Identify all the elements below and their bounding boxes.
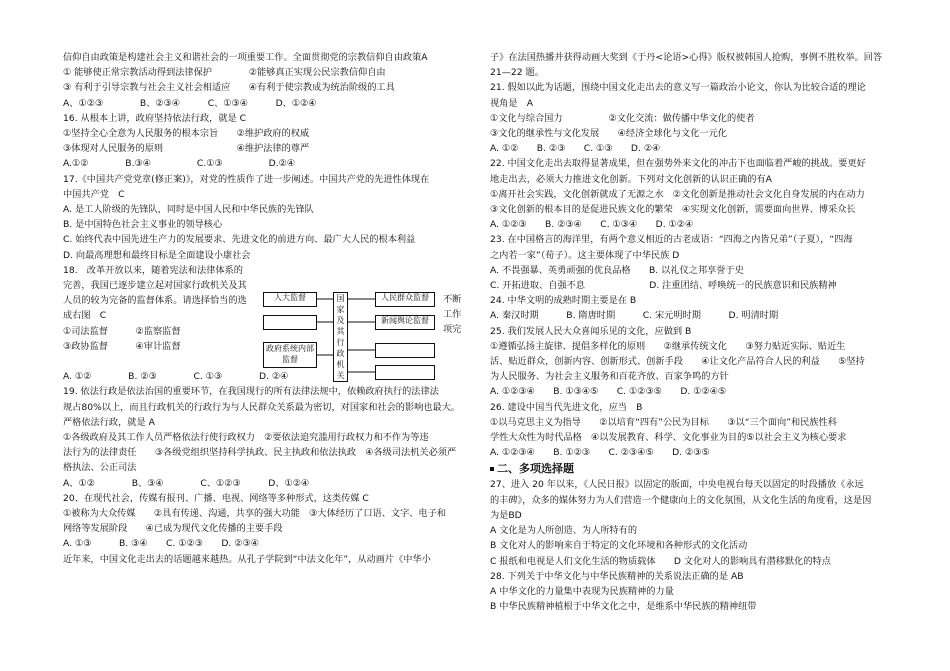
text-line: ①遵循弘扬主旋律、提倡多样化的原则 ②继承传统文化 ③努力贴近实际、贴近生 xyxy=(490,340,846,352)
text-line: ③文化的继承性与文化发展 ④经济全球化与文化一元化 xyxy=(490,128,727,140)
text-line: 近年来，中国文化走出去的话题越来越热。从孔子学院到“中法文化年”，从动画片《中华小 xyxy=(63,553,431,565)
text-line: C 报纸和电视是人们文化生活的物质载体 D 文化对人的影响具有潜移默化的特点 xyxy=(490,555,831,567)
section-heading xyxy=(490,460,890,477)
text-line: 完善，我国已逐步建立起对国家行政机关及其 xyxy=(63,280,247,292)
text-line: 成右图 C xyxy=(63,310,107,322)
text-line: 16. 从根本上讲，政府坚持依法行政，就是 C xyxy=(63,112,247,124)
text-line: 20、在现代社会，传媒有报刊、广播、电视、网络等多种形式，这类传媒 C xyxy=(63,492,369,504)
text-line: 活、贴近群众，创新内容、创新形式、创新手段 ④让文化产品符合人民的利益 ⑤坚持 xyxy=(490,356,865,368)
text-line: A、①②③ B、②③④ C、①③④ D、①②④ xyxy=(63,97,317,109)
text-line: ③政协监督 ④审计监督 xyxy=(63,340,181,352)
text-line: 之内若一家”（荀子）。这主要体现了中华民族 D xyxy=(490,249,680,261)
text-line: C. 开拓进取、自强不息 D. 注重团结、呼唤统一的民族意识和民族精神 xyxy=(490,280,837,292)
text-line: 19. 依法行政是依法治国的重要环节，在我国现行的所有法律法规中，依赖政府执行的法律法 xyxy=(63,386,439,398)
text-line: ③文化创新的根本目的是促进民族文化的繁荣 ④实现文化创新，需要面向世界、博采众长 xyxy=(490,204,856,216)
text-line: ①坚持全心全意为人民服务的根本宗旨 ②维护政府的权威 xyxy=(63,128,310,140)
bullet-mark xyxy=(490,467,494,471)
text-line: A. ①②③④ B. ①③④⑤ C. ①②③⑤ D. ①②④⑤ xyxy=(490,386,727,398)
text-line: 27、进入 20 年以来，《人民日报》以固定的版面，中央电视台每天以固定的时段播放《永远 xyxy=(490,479,864,491)
right-column xyxy=(490,50,890,614)
text-line: 格执法、公正司法 xyxy=(63,462,137,474)
text-line: A. ①②③④ B. ①②③ C. ②③④⑤ D. ②③⑤ xyxy=(490,447,710,459)
text-line: 21. 假如以此为话题，围绕中国文化走出去的意义写一篇政治小论文，你认为比较合适的理论 xyxy=(490,82,866,94)
text-line: 规占80%以上，而且行政机关的行政行为与人民群众关系最为密切，对国家和社会的影响也最大。 xyxy=(63,401,461,413)
diagram-box-mid-right: 新闻舆论监督 xyxy=(375,315,435,330)
text-line: ①离开社会实践，文化创新就成了无源之水 ②文化创新是推动社会文化自身发展的内在动力 xyxy=(490,188,865,200)
text-line: 学性大众性为时代品格 ④以发展教育、科学、文化事业为目的⑤以社会主义为核心要求 xyxy=(490,432,847,444)
supervision-diagram xyxy=(263,292,473,402)
text-line: ③ 有利于引导宗教与社会主义社会相适应 ④有利于使宗教成为统治阶级的工具 xyxy=(63,82,395,94)
side-word: 工作 xyxy=(443,309,462,321)
text-line: 信仰自由政策是构建社会主义和谐社会的一项重要工作。全面贯彻党的宗教信仰自由政策A xyxy=(63,52,428,63)
text-line: A. 是工人阶级的先锋队，同时是中国人民和中华民族的先锋队 xyxy=(63,204,314,216)
text-line: A. ①②③ B. ②③④ C. ①③④ D. ①②④ xyxy=(490,219,694,231)
diagram-blank-box-1 xyxy=(263,315,317,330)
text-line: A. ①② B. ②③ C. ①③ D. ②④ xyxy=(490,143,661,155)
text-line: B 中华民族精神植根于中华文化之中，是维系中华民族的精神纽带 xyxy=(490,601,757,613)
text-line: B 文化对人的影响来自于特定的文化环境和各种形式的文化活动 xyxy=(490,540,748,552)
text-line: ①文化与综合国力 ②文化交流：做传播中华文化的使者 xyxy=(490,112,755,124)
text-line: ①被称为大众传媒 ②具有传递、沟通，共享的强大功能 ③大体经历了口语、文字、电子和 xyxy=(63,508,447,520)
text-line: 21—22 题。 xyxy=(490,67,544,79)
text-line: A 文化是为人所创造、为人所特有的 xyxy=(490,525,638,537)
text-line: A、①② B、③④ C、①②③ D、①②④ xyxy=(63,477,310,489)
diagram-blank-box-2 xyxy=(375,343,435,358)
text-line: ③体现对人民服务的原则 ④维护法律的尊严 xyxy=(63,143,310,155)
text-line: 法行为的法律责任 ③各级党组织坚持科学执政、民主执政和依法执政 ④各级司法机关必须严 xyxy=(63,447,457,459)
text-line: 23. 在中国格言的海洋里，有两个意义相近的古老成语：“四海之内皆兄弟”（子夏），“四海 xyxy=(490,234,853,246)
text-line: ①各级政府及其工作人员严格依法行使行政权力 ②要依法追究滥用行政权力和不作为等违 xyxy=(63,432,429,444)
text-line: 22. 中国文化走出去取得显著成果，但在强势外来文化的冲击下也面临着严峻的挑战。要更好 xyxy=(490,158,866,170)
text-line: 子》在法国热播并获得动画大奖到《于丹<论语>心得》版权被韩国人抢购，事例不胜枚举。回答 xyxy=(490,52,883,63)
diagram-box-top-left: 人大监督 xyxy=(263,292,317,307)
diagram-blank-box-3 xyxy=(375,365,435,380)
text-line: 18. 改革开放以来，随着宪法和法律体系的 xyxy=(63,264,243,276)
text-line: ① 能够使正常宗教活动得到法律保护 ②能够真正实现公民宗教信仰自由 xyxy=(63,67,386,79)
text-line: C. 始终代表中国先进生产力的发展要求、先进文化的前进方向、最广大人民的根本利益 xyxy=(63,234,416,246)
text-line: 为是BD xyxy=(490,509,522,521)
text-line: 24. 中华文明的成熟时期主要是在 B xyxy=(490,295,637,307)
text-line: A. ①② B. ②③ C. ①③ D. ②④ xyxy=(63,371,289,383)
side-word: 项完 xyxy=(443,324,462,336)
text-line: 严格依法行政，就是 A xyxy=(63,416,155,428)
section-title: 二、多项选择题 xyxy=(497,462,574,476)
side-word: 不断 xyxy=(443,294,462,305)
text-line: ①司法监督 ②监察监督 xyxy=(63,325,181,337)
text-line: 28. 下列关于中华文化与中华民族精神的关系说法正确的是 AB xyxy=(490,570,744,582)
text-line: 地走出去，必须大力推进文化创新。下列对文化创新的认识正确的有A xyxy=(490,173,772,185)
text-line: 为人民服务、为社会主义服务和百花齐放、百家争鸣的方针 xyxy=(490,371,729,383)
text-line: 视角是 A xyxy=(490,97,534,109)
text-line: A. 不畏强暴、英勇顽强的优良品格 B. 以礼仪之邦享誉于史 xyxy=(490,264,744,276)
diagram-box-bottom-left: 政府系统内部监督 xyxy=(263,342,317,368)
text-line: A.①② B.③④ C.①③ D.②④ xyxy=(63,158,296,170)
text-line: B. 是中国特色社会主义事业的领导核心 xyxy=(63,219,223,231)
diagram-box-center: 国家及其行政机关 xyxy=(333,292,348,382)
diagram-side-text xyxy=(443,292,461,338)
text-line: 网络等发展阶段 ④已成为现代文化传播的主要手段 xyxy=(63,523,283,535)
text-line: A. ①③ B. ③④ C. ①②③ D. ②③④ xyxy=(63,538,259,550)
diagram-box-top-right: 人民群众监督 xyxy=(375,292,435,307)
text-line: 的丰碑》，众多的媒体努力为人们营造一个健康向上的文化氛围，从文化生活的角度看，这是因 xyxy=(490,494,872,506)
text-line: 中国共产党 C xyxy=(63,188,125,200)
text-line: ①以马克思主义为指导 ②以培育“四有”公民为目标 ③以“三个面向”和民族性科 xyxy=(490,416,837,428)
text-line: A. 秦汉时期 B. 隋唐时期 C. 宋元明时期 D. 明清时期 xyxy=(490,310,779,322)
text-line: 25. 我们发展人民大众喜闻乐见的文化，应做到 B xyxy=(490,325,692,337)
text-line: 人员的较为完备的监督体系。请选择恰当的选 xyxy=(63,295,247,307)
text-line: D. 向最高理想和最终目标是全面建设小康社会 xyxy=(63,249,251,261)
text-line: 26. 建设中国当代先进文化，应当 B xyxy=(490,401,643,413)
text-line: 17.《中国共产党党章(修正案)》，对党的性质作了进一步阐述。中国共产党的先进性体现在 xyxy=(63,173,430,185)
text-line: A 中华文化的力量集中表现为民族精神的力量 xyxy=(490,585,674,597)
